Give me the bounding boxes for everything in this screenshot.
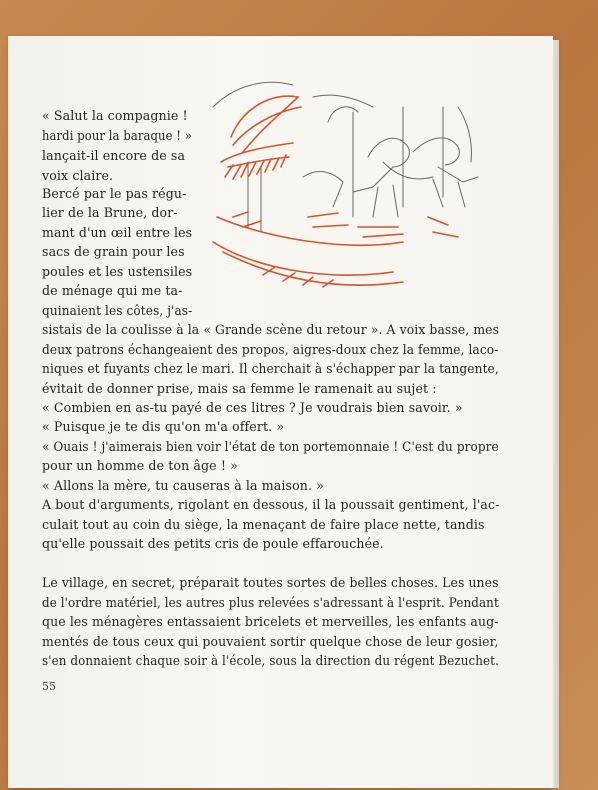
text-line: évitait de donner prise, mais sa femme le ramenait au sujet : — [42, 381, 437, 396]
text-line: lançait-il encore de sa — [42, 148, 186, 163]
text-line: « Puisque je te dis qu'on m'a offert. » — [42, 419, 285, 434]
text-line: que les ménagères entassaient bricelets et merveilles, les enfants aug- — [42, 614, 499, 629]
page-number: 55 — [42, 680, 56, 693]
carousel-illustration — [203, 67, 493, 307]
text-line: « Allons la mère, tu causeras à la maison. » — [42, 478, 324, 493]
text-line: de ménage qui me ta- — [42, 283, 183, 298]
text-line: sistais de la coulisse à la « Grande scène du retour ». A voix basse, mes — [42, 322, 500, 337]
text-line: voix claire. — [42, 168, 114, 183]
text-line: lier de la Brune, dor- — [42, 205, 178, 220]
text-line: mentés de tous ceux qui pouvaient sortir quelque chose de leur gosier, — [42, 634, 499, 649]
text-line: « Combien en as-tu payé de ces litres ? Je voudrais bien savoir. » — [42, 400, 463, 415]
text-line: hardi pour la baraque ! » — [42, 128, 193, 143]
text-line: sacs de grain pour les — [42, 244, 185, 259]
text-line: culait tout au coin du siège, la menaçant de faire place nette, tandis — [42, 517, 485, 532]
text-line: s'en donnaient chaque soir à l'école, sous la direction du régent Bezuchet. — [42, 653, 499, 668]
page-edge — [553, 40, 559, 788]
text-line: Le village, en secret, préparait toutes sortes de belles choses. Les unes — [42, 575, 499, 590]
text-line: A bout d'arguments, rigolant en dessous, il la poussait gentiment, l'ac- — [42, 497, 500, 512]
text-line: « Ouais ! j'aimerais bien voir l'état de ton portemonnaie ! C'est du propre — [42, 439, 499, 454]
text-line: « Salut la compagnie ! — [42, 108, 188, 123]
text-line: pour un homme de ton âge ! » — [42, 458, 238, 473]
text-line: deux patrons échangeaient des propos, aigres-doux chez la femme, laco- — [42, 342, 499, 357]
text-line: Bercé par le pas régu- — [42, 186, 187, 201]
text-line: niques et fuyants chez le mari. Il cherchait à s'échapper par la tangente, — [42, 361, 499, 376]
text-line: quinaient les côtes, j'as- — [42, 303, 193, 318]
text-line: poules et les ustensiles — [42, 264, 193, 279]
text-line: de l'ordre matériel, les autres plus relevées s'adressant à l'esprit. Pendant — [42, 595, 499, 610]
text-line: mant d'un œil entre les — [42, 225, 193, 240]
text-line: qu'elle poussait des petits cris de poule effarouchée. — [42, 536, 384, 551]
